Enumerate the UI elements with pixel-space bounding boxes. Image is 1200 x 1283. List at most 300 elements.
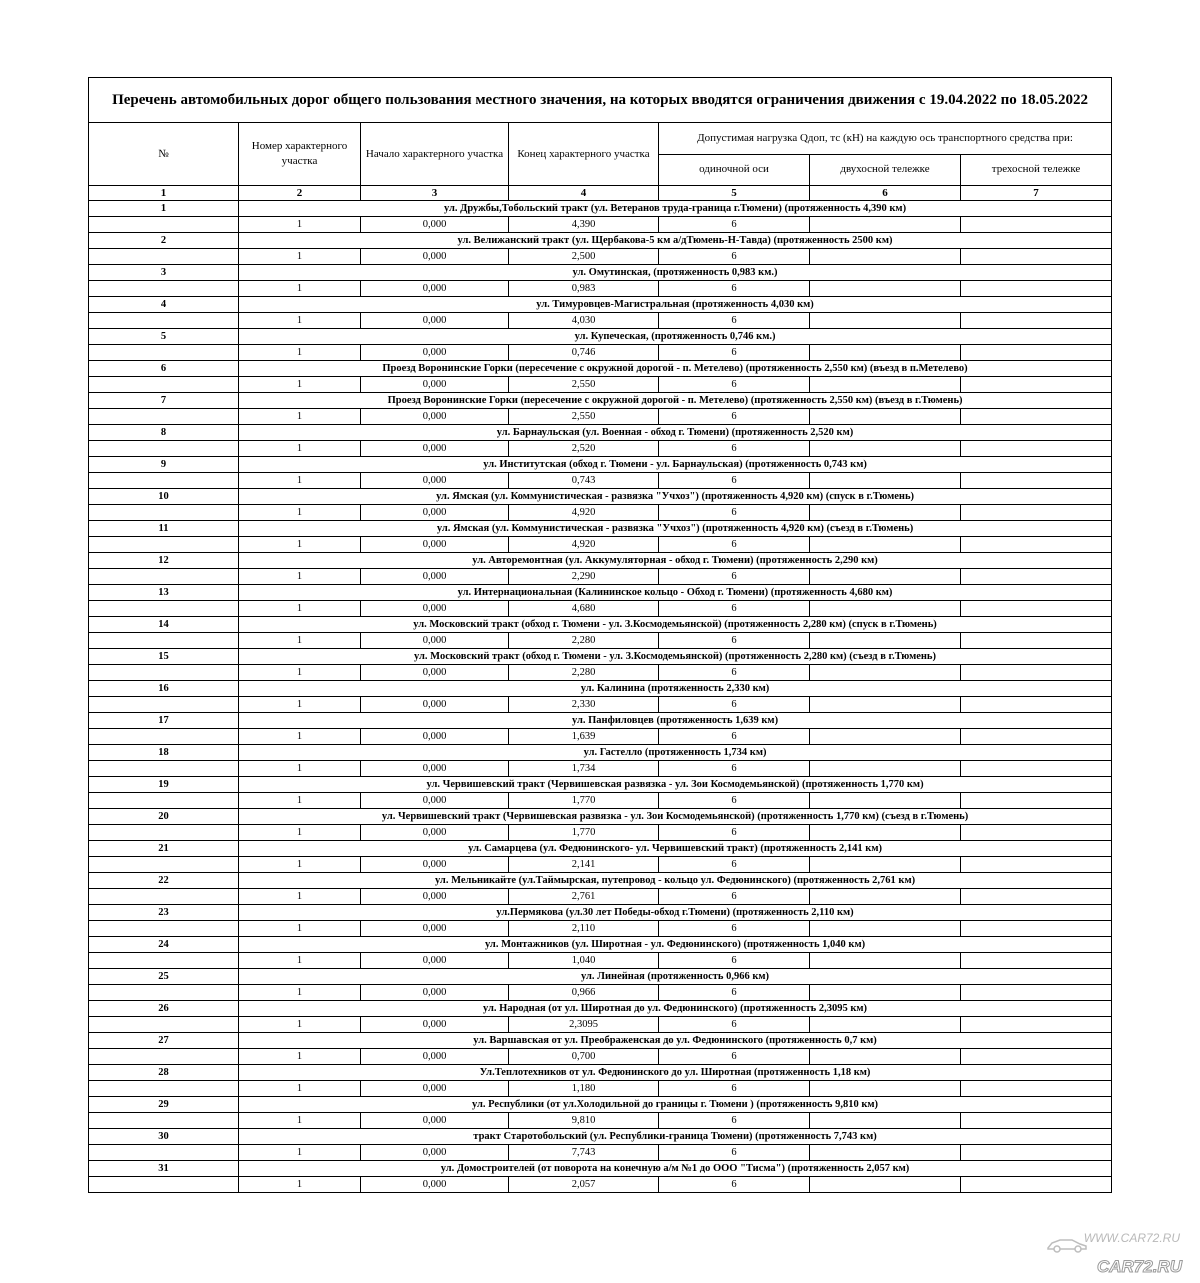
section-start-cell: 0,000 — [361, 825, 509, 841]
header-section-no: Номер характерного участка — [239, 123, 361, 186]
section-start-cell: 0,000 — [361, 953, 509, 969]
section-start-cell: 0,000 — [361, 409, 509, 425]
section-row — [89, 953, 1112, 969]
watermark-url: WWW.CAR72.RU — [1083, 1231, 1180, 1245]
column-numbers-row — [89, 186, 1112, 201]
road-number: 23 — [89, 905, 239, 921]
section-single-cell: 6 — [659, 441, 810, 457]
section-blank-cell — [89, 569, 239, 585]
section-start-cell: 0,000 — [361, 1113, 509, 1129]
road-number: 7 — [89, 393, 239, 409]
section-triple-cell — [961, 825, 1112, 841]
road-number: 19 — [89, 777, 239, 793]
section-row — [89, 761, 1112, 777]
road-row — [89, 425, 1112, 441]
section-start-cell: 0,000 — [361, 313, 509, 329]
road-name: ул. Калинина (протяженность 2,330 км) — [239, 681, 1112, 697]
road-number: 1 — [89, 201, 239, 217]
road-number: 31 — [89, 1161, 239, 1177]
section-single-cell: 6 — [659, 1113, 810, 1129]
road-row — [89, 649, 1112, 665]
section-double-cell — [810, 697, 961, 713]
section-blank-cell — [89, 281, 239, 297]
section-section-cell: 1 — [239, 441, 361, 457]
section-section-cell: 1 — [239, 825, 361, 841]
road-number: 24 — [89, 937, 239, 953]
section-single-cell: 6 — [659, 953, 810, 969]
section-double-cell — [810, 761, 961, 777]
car-icon — [1046, 1235, 1088, 1253]
section-blank-cell — [89, 345, 239, 361]
section-blank-cell — [89, 857, 239, 873]
section-blank-cell — [89, 441, 239, 457]
section-single-cell: 6 — [659, 377, 810, 393]
section-start-cell: 0,000 — [361, 1049, 509, 1065]
section-single-cell: 6 — [659, 537, 810, 553]
section-section-cell: 1 — [239, 249, 361, 265]
section-end-cell: 1,734 — [509, 761, 659, 777]
road-number: 2 — [89, 233, 239, 249]
column-number: 4 — [509, 186, 659, 201]
section-section-cell: 1 — [239, 921, 361, 937]
section-row — [89, 1017, 1112, 1033]
section-double-cell — [810, 1177, 961, 1193]
section-section-cell: 1 — [239, 1049, 361, 1065]
section-triple-cell — [961, 857, 1112, 873]
section-section-cell: 1 — [239, 505, 361, 521]
road-row — [89, 1161, 1112, 1177]
section-start-cell: 0,000 — [361, 921, 509, 937]
section-single-cell: 6 — [659, 761, 810, 777]
road-number: 3 — [89, 265, 239, 281]
header-single-axle: одиночной оси — [659, 154, 810, 186]
road-name: ул. Варшавская от ул. Преображенская до ул. Федюнинского (протяженность 0,7 км) — [239, 1033, 1112, 1049]
road-name: ул. Тимуровцев-Магистральная (протяженность 4,030 км) — [239, 297, 1112, 313]
section-end-cell: 0,743 — [509, 473, 659, 489]
road-name: Проезд Воронинские Горки (пересечение с окружной дорогой - п. Метелево) (протяженность 2,550 км) (въезд в п.Метелево) — [239, 361, 1112, 377]
road-row — [89, 585, 1112, 601]
section-section-cell: 1 — [239, 217, 361, 233]
road-name: ул. Линейная (протяженность 0,966 км) — [239, 969, 1112, 985]
section-section-cell: 1 — [239, 601, 361, 617]
section-blank-cell — [89, 985, 239, 1001]
section-end-cell: 2,057 — [509, 1177, 659, 1193]
section-end-cell: 2,280 — [509, 665, 659, 681]
road-name: ул. Институтская (обход г. Тюмени - ул. Барнаульская) (протяженность 0,743 км) — [239, 457, 1112, 473]
section-double-cell — [810, 249, 961, 265]
section-single-cell: 6 — [659, 601, 810, 617]
section-start-cell: 0,000 — [361, 441, 509, 457]
road-number: 10 — [89, 489, 239, 505]
section-section-cell: 1 — [239, 793, 361, 809]
section-end-cell: 2,550 — [509, 409, 659, 425]
section-row — [89, 1177, 1112, 1193]
road-number: 5 — [89, 329, 239, 345]
section-blank-cell — [89, 1145, 239, 1161]
section-blank-cell — [89, 249, 239, 265]
road-row — [89, 617, 1112, 633]
section-double-cell — [810, 857, 961, 873]
road-number: 29 — [89, 1097, 239, 1113]
section-triple-cell — [961, 537, 1112, 553]
section-start-cell: 0,000 — [361, 985, 509, 1001]
section-double-cell — [810, 217, 961, 233]
section-double-cell — [810, 377, 961, 393]
road-row — [89, 329, 1112, 345]
section-start-cell: 0,000 — [361, 537, 509, 553]
section-end-cell: 2,500 — [509, 249, 659, 265]
road-name: ул. Дружбы,Тобольский тракт (ул. Ветеранов труда-граница г.Тюмени) (протяженность 4,390 км) — [239, 201, 1112, 217]
section-blank-cell — [89, 601, 239, 617]
section-blank-cell — [89, 697, 239, 713]
section-section-cell: 1 — [239, 889, 361, 905]
road-number: 22 — [89, 873, 239, 889]
section-single-cell: 6 — [659, 1081, 810, 1097]
section-double-cell — [810, 633, 961, 649]
section-start-cell: 0,000 — [361, 1081, 509, 1097]
section-row — [89, 505, 1112, 521]
road-number: 27 — [89, 1033, 239, 1049]
road-name: Проезд Воронинские Горки (пересечение с окружной дорогой - п. Метелево) (протяженность 2,550 км) (въезд в г.Тюмень) — [239, 393, 1112, 409]
section-start-cell: 0,000 — [361, 889, 509, 905]
section-double-cell — [810, 1145, 961, 1161]
section-start-cell: 0,000 — [361, 633, 509, 649]
road-row — [89, 937, 1112, 953]
section-section-cell: 1 — [239, 729, 361, 745]
road-name: ул. Червишевский тракт (Червишевская развязка - ул. Зои Космодемьянской) (протяженность 1,770 км) — [239, 777, 1112, 793]
road-number: 28 — [89, 1065, 239, 1081]
road-number: 18 — [89, 745, 239, 761]
road-number: 9 — [89, 457, 239, 473]
section-row — [89, 697, 1112, 713]
section-double-cell — [810, 569, 961, 585]
section-blank-cell — [89, 1081, 239, 1097]
road-row — [89, 393, 1112, 409]
section-double-cell — [810, 505, 961, 521]
column-number: 1 — [89, 186, 239, 201]
road-name: ул. Авторемонтная (ул. Аккумуляторная - обход г. Тюмени) (протяженность 2,290 км) — [239, 553, 1112, 569]
road-number: 26 — [89, 1001, 239, 1017]
road-row — [89, 841, 1112, 857]
section-section-cell: 1 — [239, 281, 361, 297]
road-number: 6 — [89, 361, 239, 377]
section-row — [89, 825, 1112, 841]
section-double-cell — [810, 793, 961, 809]
section-section-cell: 1 — [239, 697, 361, 713]
section-end-cell: 4,680 — [509, 601, 659, 617]
road-row — [89, 873, 1112, 889]
section-blank-cell — [89, 825, 239, 841]
section-single-cell: 6 — [659, 217, 810, 233]
section-triple-cell — [961, 345, 1112, 361]
section-section-cell: 1 — [239, 569, 361, 585]
section-single-cell: 6 — [659, 1049, 810, 1065]
section-section-cell: 1 — [239, 665, 361, 681]
section-row — [89, 313, 1112, 329]
section-single-cell: 6 — [659, 729, 810, 745]
section-section-cell: 1 — [239, 1081, 361, 1097]
road-name: ул. Мельникайте (ул.Таймырская, путепровод - кольцо ул. Федюнинского) (протяженность 2,761 км) — [239, 873, 1112, 889]
section-triple-cell — [961, 249, 1112, 265]
section-end-cell: 4,920 — [509, 537, 659, 553]
section-end-cell: 2,330 — [509, 697, 659, 713]
section-row — [89, 1081, 1112, 1097]
section-row — [89, 889, 1112, 905]
road-row — [89, 745, 1112, 761]
section-end-cell: 2,761 — [509, 889, 659, 905]
section-start-cell: 0,000 — [361, 1017, 509, 1033]
road-row — [89, 905, 1112, 921]
section-end-cell: 4,390 — [509, 217, 659, 233]
section-triple-cell — [961, 1049, 1112, 1065]
section-single-cell: 6 — [659, 857, 810, 873]
section-row — [89, 1145, 1112, 1161]
section-double-cell — [810, 1113, 961, 1129]
section-section-cell: 1 — [239, 473, 361, 489]
section-single-cell: 6 — [659, 249, 810, 265]
section-blank-cell — [89, 793, 239, 809]
section-start-cell: 0,000 — [361, 729, 509, 745]
section-row — [89, 217, 1112, 233]
road-row — [89, 201, 1112, 217]
section-row — [89, 985, 1112, 1001]
section-single-cell: 6 — [659, 313, 810, 329]
section-start-cell: 0,000 — [361, 697, 509, 713]
section-blank-cell — [89, 889, 239, 905]
road-name: ул. Народная (от ул. Широтная до ул. Федюнинского) (протяженность 2,3095 км) — [239, 1001, 1112, 1017]
header-no: № — [89, 123, 239, 186]
section-double-cell — [810, 441, 961, 457]
section-section-cell: 1 — [239, 1113, 361, 1129]
road-row — [89, 1001, 1112, 1017]
section-end-cell: 0,966 — [509, 985, 659, 1001]
section-end-cell: 1,639 — [509, 729, 659, 745]
road-name: ул. Монтажников (ул. Широтная - ул. Федюнинского) (протяженность 1,040 км) — [239, 937, 1112, 953]
section-single-cell: 6 — [659, 409, 810, 425]
watermark — [1040, 1225, 1200, 1283]
section-double-cell — [810, 985, 961, 1001]
section-triple-cell — [961, 697, 1112, 713]
section-triple-cell — [961, 665, 1112, 681]
section-row — [89, 473, 1112, 489]
section-double-cell — [810, 1049, 961, 1065]
section-double-cell — [810, 665, 961, 681]
section-start-cell: 0,000 — [361, 217, 509, 233]
section-blank-cell — [89, 953, 239, 969]
section-triple-cell — [961, 729, 1112, 745]
section-double-cell — [810, 1017, 961, 1033]
watermark-logo: CAR72.RU — [1096, 1257, 1182, 1276]
section-end-cell: 2,280 — [509, 633, 659, 649]
road-name: ул. Червишевский тракт (Червишевская развязка - ул. Зои Космодемьянской) (протяженность 1,770 км) (съезд в г.Тюмень) — [239, 809, 1112, 825]
section-row — [89, 345, 1112, 361]
section-start-cell: 0,000 — [361, 505, 509, 521]
section-triple-cell — [961, 953, 1112, 969]
section-end-cell: 1,180 — [509, 1081, 659, 1097]
road-row — [89, 521, 1112, 537]
section-single-cell: 6 — [659, 281, 810, 297]
section-section-cell: 1 — [239, 537, 361, 553]
section-section-cell: 1 — [239, 345, 361, 361]
section-blank-cell — [89, 1177, 239, 1193]
section-start-cell: 0,000 — [361, 249, 509, 265]
road-row — [89, 233, 1112, 249]
document-title: Перечень автомобильных дорог общего пользования местного значения, на которых вводятся ограничения движения с 19.04.2022 по 18.05.2022 — [89, 78, 1112, 123]
section-end-cell: 2,550 — [509, 377, 659, 393]
section-triple-cell — [961, 505, 1112, 521]
section-row — [89, 249, 1112, 265]
header-double-axle: двухосной тележке — [810, 154, 961, 186]
section-end-cell: 1,040 — [509, 953, 659, 969]
section-triple-cell — [961, 441, 1112, 457]
section-blank-cell — [89, 1113, 239, 1129]
section-end-cell: 2,520 — [509, 441, 659, 457]
section-section-cell: 1 — [239, 857, 361, 873]
road-number: 17 — [89, 713, 239, 729]
section-end-cell: 7,743 — [509, 1145, 659, 1161]
section-row — [89, 569, 1112, 585]
section-double-cell — [810, 281, 961, 297]
section-section-cell: 1 — [239, 313, 361, 329]
road-row — [89, 809, 1112, 825]
section-row — [89, 633, 1112, 649]
section-double-cell — [810, 921, 961, 937]
section-row — [89, 441, 1112, 457]
section-start-cell: 0,000 — [361, 857, 509, 873]
section-triple-cell — [961, 281, 1112, 297]
road-row — [89, 969, 1112, 985]
section-start-cell: 0,000 — [361, 793, 509, 809]
column-number: 2 — [239, 186, 361, 201]
section-single-cell: 6 — [659, 505, 810, 521]
column-number: 3 — [361, 186, 509, 201]
section-single-cell: 6 — [659, 793, 810, 809]
road-number: 21 — [89, 841, 239, 857]
section-row — [89, 921, 1112, 937]
road-name: ул. Московский тракт (обход г. Тюмени - ул. З.Космодемьянской) (протяженность 2,280 км) (спуск в г.Тюмень) — [239, 617, 1112, 633]
section-single-cell: 6 — [659, 1177, 810, 1193]
road-name: ул. Самарцева (ул. Федюнинского- ул. Червишевский тракт) (протяженность 2,141 км) — [239, 841, 1112, 857]
section-section-cell: 1 — [239, 985, 361, 1001]
section-triple-cell — [961, 569, 1112, 585]
road-row — [89, 777, 1112, 793]
road-name: ул. Республики (от ул.Холодильной до границы г. Тюмени ) (протяженность 9,810 км) — [239, 1097, 1112, 1113]
section-blank-cell — [89, 409, 239, 425]
section-single-cell: 6 — [659, 633, 810, 649]
section-double-cell — [810, 473, 961, 489]
section-single-cell: 6 — [659, 569, 810, 585]
section-blank-cell — [89, 1049, 239, 1065]
section-triple-cell — [961, 761, 1112, 777]
section-single-cell: 6 — [659, 665, 810, 681]
road-name: ул. Интернациональная (Калининское кольцо - Обход г. Тюмени) (протяженность 4,680 км) — [239, 585, 1112, 601]
column-number: 5 — [659, 186, 810, 201]
section-triple-cell — [961, 313, 1112, 329]
section-triple-cell — [961, 1177, 1112, 1193]
section-row — [89, 857, 1112, 873]
section-triple-cell — [961, 793, 1112, 809]
road-row — [89, 361, 1112, 377]
section-end-cell: 4,920 — [509, 505, 659, 521]
section-start-cell: 0,000 — [361, 1177, 509, 1193]
section-end-cell: 2,141 — [509, 857, 659, 873]
road-name: ул. Московский тракт (обход г. Тюмени - ул. З.Космодемьянской) (протяженность 2,280 км) (съезд в г.Тюмень) — [239, 649, 1112, 665]
section-triple-cell — [961, 1017, 1112, 1033]
road-number: 20 — [89, 809, 239, 825]
section-single-cell: 6 — [659, 1145, 810, 1161]
section-triple-cell — [961, 1145, 1112, 1161]
road-number: 11 — [89, 521, 239, 537]
header-load-group: Допустимая нагрузка Qдоп, тс (кН) на каждую ось транспортного средства при: — [659, 123, 1112, 155]
section-blank-cell — [89, 761, 239, 777]
section-row — [89, 729, 1112, 745]
section-row — [89, 601, 1112, 617]
section-single-cell: 6 — [659, 473, 810, 489]
section-end-cell: 4,030 — [509, 313, 659, 329]
section-start-cell: 0,000 — [361, 761, 509, 777]
road-number: 16 — [89, 681, 239, 697]
road-name: ул.Пермякова (ул.30 лет Победы-обход г.Тюмени) (протяженность 2,110 км) — [239, 905, 1112, 921]
section-triple-cell — [961, 633, 1112, 649]
section-start-cell: 0,000 — [361, 569, 509, 585]
section-single-cell: 6 — [659, 345, 810, 361]
road-row — [89, 1097, 1112, 1113]
section-end-cell: 2,3095 — [509, 1017, 659, 1033]
section-triple-cell — [961, 1081, 1112, 1097]
section-end-cell: 9,810 — [509, 1113, 659, 1129]
section-blank-cell — [89, 313, 239, 329]
section-single-cell: 6 — [659, 985, 810, 1001]
section-blank-cell — [89, 473, 239, 489]
road-row — [89, 553, 1112, 569]
section-end-cell: 0,746 — [509, 345, 659, 361]
section-end-cell: 2,110 — [509, 921, 659, 937]
section-triple-cell — [961, 409, 1112, 425]
section-row — [89, 281, 1112, 297]
road-name: ул. Велижанский тракт (ул. Щербакова-5 км а/дТюмень-Н-Тавда) (протяженность 2500 км) — [239, 233, 1112, 249]
section-end-cell: 0,983 — [509, 281, 659, 297]
road-row — [89, 489, 1112, 505]
road-name: ул. Купеческая, (протяженность 0,746 км.) — [239, 329, 1112, 345]
road-name: ул. Домостроителей (от поворота на конечную а/м №1 до ООО "Тисма") (протяженность 2,057 км) — [239, 1161, 1112, 1177]
section-end-cell: 1,770 — [509, 825, 659, 841]
section-end-cell: 1,770 — [509, 793, 659, 809]
section-blank-cell — [89, 665, 239, 681]
road-name: ул. Барнаульская (ул. Военная - обход г. Тюмени) (протяженность 2,520 км) — [239, 425, 1112, 441]
section-triple-cell — [961, 985, 1112, 1001]
section-row — [89, 409, 1112, 425]
section-row — [89, 793, 1112, 809]
road-number: 8 — [89, 425, 239, 441]
section-end-cell: 2,290 — [509, 569, 659, 585]
section-start-cell: 0,000 — [361, 345, 509, 361]
road-number: 30 — [89, 1129, 239, 1145]
section-blank-cell — [89, 217, 239, 233]
section-row — [89, 1113, 1112, 1129]
section-blank-cell — [89, 633, 239, 649]
road-row — [89, 681, 1112, 697]
section-section-cell: 1 — [239, 1145, 361, 1161]
section-double-cell — [810, 345, 961, 361]
roads-table — [88, 77, 1112, 1193]
section-triple-cell — [961, 217, 1112, 233]
section-section-cell: 1 — [239, 1017, 361, 1033]
section-triple-cell — [961, 889, 1112, 905]
section-start-cell: 0,000 — [361, 601, 509, 617]
header-triple-axle: трехосной тележке — [961, 154, 1112, 186]
section-section-cell: 1 — [239, 633, 361, 649]
column-number: 7 — [961, 186, 1112, 201]
